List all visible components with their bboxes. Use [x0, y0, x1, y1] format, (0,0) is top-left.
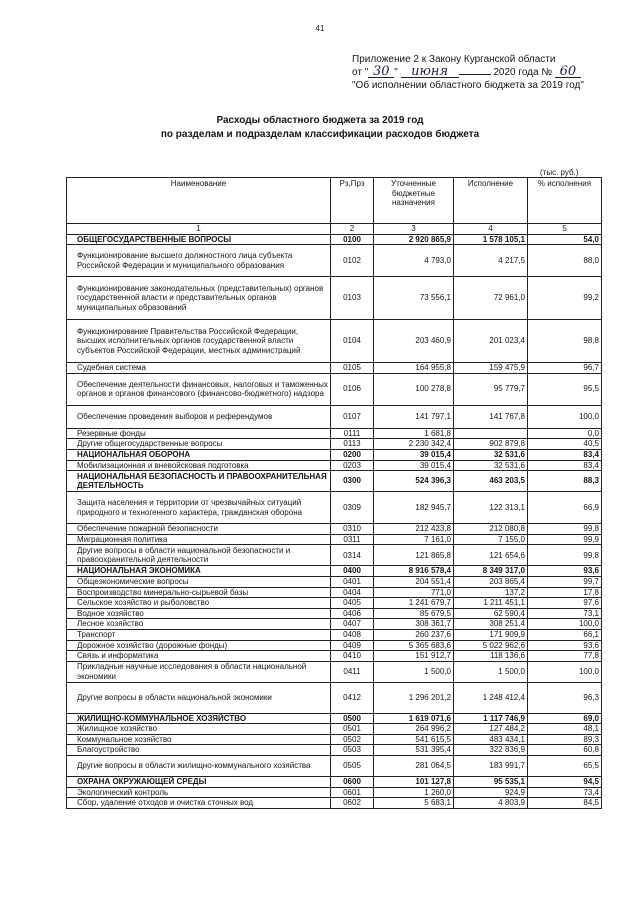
cell-percent: 93,6 — [528, 566, 602, 577]
table-row — [67, 534, 602, 545]
cell-name: Функционирование законодательных (представительных) органов государственной власти и представительных органов муниципальных образований — [67, 277, 331, 320]
cell-executed: 4 217,5 — [454, 245, 528, 277]
cell-planned: 264 996,2 — [374, 724, 454, 735]
cell-code: 0410 — [331, 651, 374, 662]
cell-executed: 1 248 412,4 — [454, 682, 528, 713]
cell-percent: 73,1 — [528, 608, 602, 619]
cell-executed: 141 767,8 — [454, 405, 528, 428]
cell-percent: 77,8 — [528, 651, 602, 662]
table-row — [67, 545, 602, 566]
cell-executed: 159 475,9 — [454, 363, 528, 374]
table-row — [67, 277, 602, 320]
cell-percent: 93,6 — [528, 640, 602, 651]
cell-planned: 39 015,4 — [374, 449, 454, 460]
cell-planned: 203 460,9 — [374, 320, 454, 363]
cell-executed: 183 991,7 — [454, 756, 528, 777]
cell-executed: 95 779,7 — [454, 373, 528, 405]
cell-name: Другие вопросы в области национальной экономики — [67, 682, 331, 713]
cell-planned: 531 395,4 — [374, 745, 454, 756]
appendix-day-handwritten: 30 — [368, 66, 394, 78]
header-planned: Уточненные бюджетные назначения — [374, 178, 454, 224]
appendix-date-suffix: 2020 года № — [493, 67, 553, 78]
cell-planned: 260 237,6 — [374, 629, 454, 640]
cell-executed: 1 117 746,9 — [454, 713, 528, 724]
table-row — [67, 734, 602, 745]
cell-executed: 122 313,1 — [454, 492, 528, 524]
cell-executed: 121 654,6 — [454, 545, 528, 566]
cell-name: Общеэкономические вопросы — [67, 576, 331, 587]
cell-planned: 85 679,5 — [374, 608, 454, 619]
cell-percent: 65,5 — [528, 756, 602, 777]
cell-code: 0311 — [331, 534, 374, 545]
cell-name: Другие вопросы в области жилищно-коммунального хозяйства — [67, 756, 331, 777]
cell-name: Сельское хозяйство и рыболовство — [67, 598, 331, 609]
cell-percent: 96,3 — [528, 682, 602, 713]
cell-percent: 60,8 — [528, 745, 602, 756]
table-row — [67, 587, 602, 598]
cell-code: 0601 — [331, 787, 374, 798]
cell-planned: 1 260,0 — [374, 787, 454, 798]
cell-executed: 1 211 451,1 — [454, 598, 528, 609]
cell-name: Водное хозяйство — [67, 608, 331, 619]
cell-planned: 141 797,1 — [374, 405, 454, 428]
cell-name: Другие вопросы в области национальной безопасности и правоохранительной деятельности — [67, 545, 331, 566]
expenditure-table — [66, 177, 602, 809]
cell-name: Судебная система — [67, 363, 331, 374]
cell-code: 0103 — [331, 277, 374, 320]
appendix-date-mid: " — [394, 67, 398, 78]
cell-name: ОХРАНА ОКРУЖАЮЩЕЙ СРЕДЫ — [67, 777, 331, 788]
cell-code: 0412 — [331, 682, 374, 713]
cell-percent: 84,5 — [528, 798, 602, 809]
cell-percent: 95,5 — [528, 373, 602, 405]
cell-planned: 164 955,8 — [374, 363, 454, 374]
cell-executed: 1 500,0 — [454, 661, 528, 682]
cell-planned: 1 681,8 — [374, 428, 454, 439]
cell-executed: 483 434,1 — [454, 734, 528, 745]
cell-executed: 72 961,0 — [454, 277, 528, 320]
cell-planned: 5 683,1 — [374, 798, 454, 809]
header-percent: % исполнения — [528, 178, 602, 224]
table-row — [67, 363, 602, 374]
cell-executed: 322 836,9 — [454, 745, 528, 756]
cell-percent: 66,1 — [528, 629, 602, 640]
cell-planned: 121 865,8 — [374, 545, 454, 566]
appendix-line-1: Приложение 2 к Закону Курганской области — [352, 54, 556, 65]
cell-name: ОБЩЕГОСУДАРСТВЕННЫЕ ВОПРОСЫ — [67, 234, 331, 245]
cell-executed: 8 349 317,0 — [454, 566, 528, 577]
cell-percent: 88,3 — [528, 471, 602, 492]
cell-executed: 201 023,4 — [454, 320, 528, 363]
cell-executed: 62 590,4 — [454, 608, 528, 619]
cell-percent: 100,0 — [528, 661, 602, 682]
column-number: 1 — [67, 224, 331, 235]
cell-executed — [454, 428, 528, 439]
cell-executed: 1 578 105,1 — [454, 234, 528, 245]
table-section-row — [67, 471, 602, 492]
header-executed: Исполнение — [454, 178, 528, 224]
table-row — [67, 608, 602, 619]
units-label: (тыс. руб.) — [540, 168, 579, 177]
cell-planned: 541 615,5 — [374, 734, 454, 745]
cell-name: Обеспечение деятельности финансовых, налоговых и таможенных органов и органов финансового (финансово-бюджетного) надзора — [67, 373, 331, 405]
cell-executed: 902 879,8 — [454, 439, 528, 450]
cell-code: 0200 — [331, 449, 374, 460]
appendix-header — [352, 53, 584, 92]
cell-name: Обеспечение проведения выборов и референдумов — [67, 405, 331, 428]
cell-percent: 97,6 — [528, 598, 602, 609]
cell-planned: 1 500,0 — [374, 661, 454, 682]
table-row — [67, 682, 602, 713]
column-number: 3 — [374, 224, 454, 235]
table-row — [67, 724, 602, 735]
cell-code: 0203 — [331, 460, 374, 471]
cell-name: Функционирование высшего должностного лица субъекта Российской Федерации и муниципального образования — [67, 245, 331, 277]
table-section-row — [67, 713, 602, 724]
table-section-row — [67, 566, 602, 577]
cell-code: 0105 — [331, 363, 374, 374]
document-title-line-2: по разделам и подразделам классификации расходов бюджета — [160, 129, 480, 140]
cell-planned: 7 161,0 — [374, 534, 454, 545]
table-row — [67, 745, 602, 756]
table-row — [67, 640, 602, 651]
cell-executed: 137,2 — [454, 587, 528, 598]
table-row — [67, 787, 602, 798]
table-row — [67, 619, 602, 630]
cell-planned: 73 556,1 — [374, 277, 454, 320]
table-row — [67, 756, 602, 777]
cell-name: Воспроизводство минерально-сырьевой базы — [67, 587, 331, 598]
table-row — [67, 405, 602, 428]
cell-executed: 127 484,2 — [454, 724, 528, 735]
cell-code: 0300 — [331, 471, 374, 492]
cell-executed: 212 080,8 — [454, 524, 528, 535]
cell-name: Лесное хозяйство — [67, 619, 331, 630]
cell-code: 0500 — [331, 713, 374, 724]
cell-executed: 32 531,6 — [454, 460, 528, 471]
cell-percent: 66,9 — [528, 492, 602, 524]
cell-name: Коммунальное хозяйство — [67, 734, 331, 745]
cell-code: 0602 — [331, 798, 374, 809]
header-name: Наименование — [67, 178, 331, 224]
cell-code: 0501 — [331, 724, 374, 735]
cell-planned: 524 396,3 — [374, 471, 454, 492]
cell-planned: 2 230 342,4 — [374, 439, 454, 450]
cell-percent: 89,3 — [528, 734, 602, 745]
cell-executed: 32 531,6 — [454, 449, 528, 460]
table-row — [67, 629, 602, 640]
cell-percent: 100,0 — [528, 619, 602, 630]
cell-code: 0502 — [331, 734, 374, 745]
cell-code: 0309 — [331, 492, 374, 524]
cell-name: Благоустройство — [67, 745, 331, 756]
cell-percent: 83,4 — [528, 449, 602, 460]
cell-planned: 182 945,7 — [374, 492, 454, 524]
table-row — [67, 598, 602, 609]
cell-name: Дорожное хозяйство (дорожные фонды) — [67, 640, 331, 651]
cell-code: 0406 — [331, 608, 374, 619]
cell-planned: 39 015,4 — [374, 460, 454, 471]
cell-name: НАЦИОНАЛЬНАЯ ОБОРОНА — [67, 449, 331, 460]
cell-code: 0106 — [331, 373, 374, 405]
table-row — [67, 320, 602, 363]
cell-name: Сбор, удаление отходов и очистка сточных вод — [67, 798, 331, 809]
table-row — [67, 428, 602, 439]
cell-name: Мобилизационная и вневойсковая подготовка — [67, 460, 331, 471]
cell-planned: 771,0 — [374, 587, 454, 598]
cell-code: 0111 — [331, 428, 374, 439]
cell-percent: 40,5 — [528, 439, 602, 450]
column-number: 4 — [454, 224, 528, 235]
cell-name: Прикладные научные исследования в области национальной экономики — [67, 661, 331, 682]
cell-code: 0407 — [331, 619, 374, 630]
appendix-blank-line — [459, 74, 491, 75]
cell-name: ЖИЛИЩНО-КОММУНАЛЬНОЕ ХОЗЯЙСТВО — [67, 713, 331, 724]
cell-planned: 212 423,8 — [374, 524, 454, 535]
cell-percent: 96,7 — [528, 363, 602, 374]
table-section-row — [67, 777, 602, 788]
appendix-line-2 — [352, 66, 584, 79]
cell-planned: 2 920 865,9 — [374, 234, 454, 245]
appendix-line-3: "Об исполнении областного бюджета за 2019 год" — [352, 80, 584, 91]
cell-planned: 308 361,7 — [374, 619, 454, 630]
cell-code: 0600 — [331, 777, 374, 788]
table-row — [67, 798, 602, 809]
table-body — [67, 234, 602, 808]
cell-percent: 88,0 — [528, 245, 602, 277]
cell-percent: 48,1 — [528, 724, 602, 735]
cell-code: 0400 — [331, 566, 374, 577]
cell-code: 0314 — [331, 545, 374, 566]
cell-name: Связь и информатика — [67, 651, 331, 662]
cell-percent: 100,0 — [528, 405, 602, 428]
cell-percent: 69,0 — [528, 713, 602, 724]
cell-name: НАЦИОНАЛЬНАЯ БЕЗОПАСНОСТЬ И ПРАВООХРАНИТЕЛЬНАЯ ДЕЯТЕЛЬНОСТЬ — [67, 471, 331, 492]
cell-executed: 463 203,5 — [454, 471, 528, 492]
cell-name: Резервные фонды — [67, 428, 331, 439]
cell-code: 0102 — [331, 245, 374, 277]
cell-name: Транспорт — [67, 629, 331, 640]
column-number: 2 — [331, 224, 374, 235]
table-row — [67, 460, 602, 471]
cell-percent: 73,4 — [528, 787, 602, 798]
cell-code: 0405 — [331, 598, 374, 609]
cell-planned: 1 619 071,6 — [374, 713, 454, 724]
cell-name: Защита населения и территории от чрезвычайных ситуаций природного и техногенного характера, гражданская оборона — [67, 492, 331, 524]
page-number: 41 — [315, 24, 325, 33]
column-numbers-row — [67, 224, 602, 235]
cell-code: 0113 — [331, 439, 374, 450]
document-title-line-1: Расходы областного бюджета за 2019 год — [216, 115, 424, 126]
cell-name: Жилищное хозяйство — [67, 724, 331, 735]
cell-percent: 99,2 — [528, 277, 602, 320]
cell-planned: 1 241 679,7 — [374, 598, 454, 609]
cell-name: Миграционная политика — [67, 534, 331, 545]
table-row — [67, 651, 602, 662]
cell-planned: 4 793,0 — [374, 245, 454, 277]
cell-code: 0104 — [331, 320, 374, 363]
appendix-month-handwritten: июня — [401, 66, 459, 78]
cell-percent: 99,8 — [528, 545, 602, 566]
cell-name: Экологический контроль — [67, 787, 331, 798]
cell-code: 0409 — [331, 640, 374, 651]
cell-name: НАЦИОНАЛЬНАЯ ЭКОНОМИКА — [67, 566, 331, 577]
cell-planned: 1 296 201,2 — [374, 682, 454, 713]
table-row — [67, 492, 602, 524]
table-row — [67, 661, 602, 682]
cell-planned: 5 365 683,6 — [374, 640, 454, 651]
table-header-row — [67, 178, 602, 224]
cell-code: 0107 — [331, 405, 374, 428]
appendix-date-prefix: от " — [352, 67, 369, 78]
cell-executed: 4 803,9 — [454, 798, 528, 809]
cell-code: 0411 — [331, 661, 374, 682]
cell-planned: 281 064,5 — [374, 756, 454, 777]
table-row — [67, 576, 602, 587]
header-code: Рз,Прз — [331, 178, 374, 224]
cell-percent: 99,7 — [528, 576, 602, 587]
cell-planned: 101 127,8 — [374, 777, 454, 788]
cell-percent: 99,8 — [528, 524, 602, 535]
appendix-number-handwritten: 60 — [555, 66, 581, 78]
table-row — [67, 245, 602, 277]
cell-percent: 0,0 — [528, 428, 602, 439]
cell-executed: 118 136,6 — [454, 651, 528, 662]
table-section-row — [67, 234, 602, 245]
cell-percent: 94,5 — [528, 777, 602, 788]
cell-percent: 54,0 — [528, 234, 602, 245]
cell-percent: 17,8 — [528, 587, 602, 598]
cell-name: Обеспечение пожарной безопасности — [67, 524, 331, 535]
cell-executed: 7 155,0 — [454, 534, 528, 545]
cell-code: 0404 — [331, 587, 374, 598]
cell-executed: 95 535,1 — [454, 777, 528, 788]
cell-executed: 308 251,4 — [454, 619, 528, 630]
cell-executed: 924,9 — [454, 787, 528, 798]
cell-code: 0503 — [331, 745, 374, 756]
cell-code: 0408 — [331, 629, 374, 640]
table-section-row — [67, 449, 602, 460]
table-row — [67, 439, 602, 450]
table-row — [67, 524, 602, 535]
cell-planned: 8 916 578,4 — [374, 566, 454, 577]
cell-name: Другие общегосударственные вопросы — [67, 439, 331, 450]
cell-percent: 83,4 — [528, 460, 602, 471]
column-number: 5 — [528, 224, 602, 235]
cell-code: 0310 — [331, 524, 374, 535]
cell-code: 0401 — [331, 576, 374, 587]
cell-code: 0505 — [331, 756, 374, 777]
cell-executed: 5 022 962,6 — [454, 640, 528, 651]
cell-planned: 100 278,8 — [374, 373, 454, 405]
cell-planned: 204 551,4 — [374, 576, 454, 587]
cell-name: Функционирование Правительства Российской Федерации, высших исполнительных органов государственной власти субъектов Российской Федерации, местных администраций — [67, 320, 331, 363]
cell-executed: 171 909,9 — [454, 629, 528, 640]
cell-percent: 98,8 — [528, 320, 602, 363]
cell-code: 0100 — [331, 234, 374, 245]
cell-percent: 99,9 — [528, 534, 602, 545]
table-row — [67, 373, 602, 405]
cell-planned: 151 912,7 — [374, 651, 454, 662]
cell-executed: 203 865,4 — [454, 576, 528, 587]
